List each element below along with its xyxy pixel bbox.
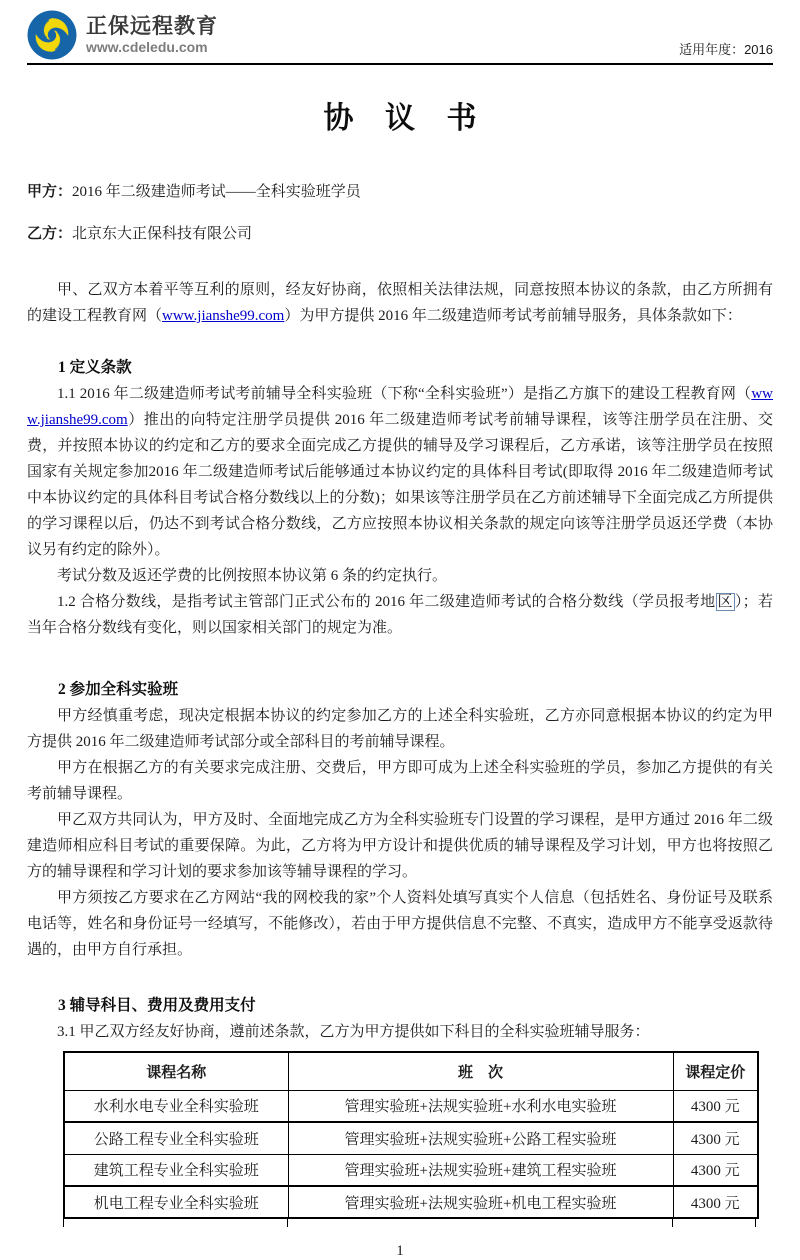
class-batch-cell: 管理实验班+法规实验班+公路工程实验班 [288, 1122, 673, 1154]
brand-text [86, 15, 218, 55]
party-a-label: 甲方： [27, 184, 73, 200]
applicable-year-label: 适用年度：2016 [679, 42, 773, 57]
section-1-heading: 1 定义条款 [58, 359, 132, 376]
col-header-class-batch: 班 次 [288, 1052, 673, 1090]
revision-boxed-char: 区 [717, 594, 733, 610]
brand-logo-icon [27, 10, 77, 60]
course-price-cell: 4300 元 [673, 1122, 758, 1154]
course-price-cell: 4300 元 [673, 1154, 758, 1186]
clause-score-refund: 考试分数及返还学费的比例按照本协议第 6 条的约定执行。 [57, 568, 448, 584]
party-b-line [27, 221, 773, 247]
course-price-cell: 4300 元 [673, 1186, 758, 1218]
course-price-cell: 4300 元 [673, 1090, 758, 1122]
party-a-line [27, 179, 773, 205]
jianshe99-link-2[interactable]: www.jianshe99.com [27, 386, 773, 428]
intro-text-pre: 甲、乙双方本着平等互利的原则，经友好协商，依照相关法律法规，同意按照本协议的条款，由乙方所拥有的建设工程教育网（ [27, 282, 773, 324]
jianshe99-link[interactable]: www.jianshe99.com [162, 308, 285, 324]
course-name-cell: 公路工程专业全科实验班 [64, 1122, 288, 1154]
clause-2-p2: 甲方在根据乙方的有关要求完成注册、交费后，甲方即可成为上述全科实验班的学员，参加乙方提供的有关考前辅导课程。 [27, 760, 773, 802]
brand-name: 正保远程教育 [86, 14, 218, 38]
class-batch-cell: 管理实验班+法规实验班+机电工程实验班 [288, 1186, 673, 1218]
course-table [63, 1051, 759, 1219]
clause-3-1: 3.1 甲乙双方经友好协商，遵前述条款，乙方为甲方提供如下科目的全科实验班辅导服务： [57, 1024, 650, 1040]
section-3-heading: 3 辅导科目、费用及费用支付 [58, 997, 256, 1014]
clause-1-1 [27, 381, 773, 563]
col-header-course-name: 课程名称 [64, 1052, 288, 1090]
party-b-label: 乙方： [27, 226, 73, 242]
intro-text-post: ）为甲方提供 2016 年二级建造师考试考前辅导服务，具体条款如下： [284, 308, 742, 324]
clause-1-1-pre: 1.1 2016 年二级建造师考试考前辅导全科实验班（下称“全科实验班”）是指乙方旗下的建设工程教育网（ [57, 386, 752, 402]
document-title: 协 议 书 [323, 102, 489, 135]
clause-1-1-post: ）推出的向特定注册学员提供 2016 年二级建造师考试考前辅导课程，该等注册学员在注册、交费，并按照本协议的约定和乙方的要求全面完成乙方提供的辅导及学习课程后，乙方承诺，该等注册学员在按照国家有关规定参加2016 年二级建造师考试后能够通过本协议约定的具体科目考试(即取得 2016 年二级建造师考试中本协议约定的具体科目考试合格分数线以上的分数)；如果该等注册学员在乙方前述辅导下全面完成乙方所提供的学习课程以后，仍达不到考试合格分数线，乙方应按照本协议相关条款的规定向该等注册学员返还学费（本协议另有约定的除外）。 [27, 412, 773, 558]
page-number: 1 [396, 1243, 404, 1259]
table-row [64, 1186, 758, 1218]
clause-2-p3: 甲乙双方共同认为，甲方及时、全面地完成乙方为全科实验班专门设置的学习课程，是甲方通过 2016 年二级建造师相应科目考试的重要保障。为此，乙方将为甲方设计和提供优质的辅导课程及学习计划，甲方也将按照乙方的辅导课程和学习计划的要求参加该等辅导课程的学习。 [27, 812, 773, 880]
brand-url: www.cdeledu.com [86, 39, 208, 56]
page-header [27, 10, 773, 65]
col-header-course-price: 课程定价 [673, 1052, 758, 1090]
section-2-heading: 2 参加全科实验班 [58, 681, 179, 698]
class-batch-cell: 管理实验班+法规实验班+建筑工程实验班 [288, 1154, 673, 1186]
clause-1-2 [27, 589, 773, 641]
clause-1-2-post: ）；若当年合格分数线有变化，则以国家相关部门的规定为准。 [27, 594, 773, 636]
clause-1-2-pre: 1.2 合格分数线，是指考试主管部门正式公布的 2016 年二级建造师考试的合格分数线（学员报考地 [57, 594, 716, 610]
clause-2-p4: 甲方须按乙方要求在乙方网站“我的网校我的家”个人资料处填写真实个人信息（包括姓名、身份证号及联系电话等，姓名和身份证号一经填写，不能修改），若由于甲方提供信息不完整、不真实，造成甲方不能享受返款待遇的，由甲方自行承担。 [27, 890, 773, 958]
course-name-cell: 机电工程专业全科实验班 [64, 1186, 288, 1218]
party-a-value: 2016 年二级建造师考试——全科实验班学员 [72, 184, 361, 200]
course-name-cell: 水利水电专业全科实验班 [64, 1090, 288, 1122]
parties-block [27, 179, 773, 247]
table-continuation-marks [63, 1219, 757, 1227]
class-batch-cell: 管理实验班+法规实验班+水利水电实验班 [288, 1090, 673, 1122]
party-b-value: 北京东大正保科技有限公司 [72, 226, 253, 242]
table-header-row [64, 1052, 758, 1090]
course-name-cell: 建筑工程专业全科实验班 [64, 1154, 288, 1186]
intro-paragraph [27, 277, 773, 329]
table-row [64, 1090, 758, 1122]
table-row [64, 1122, 758, 1154]
clause-2-p1: 甲方经慎重考虑，现决定根据本协议的约定参加乙方的上述全科实验班，乙方亦同意根据本协议的约定为甲方提供 2016 年二级建造师考试部分或全部科目的考前辅导课程。 [27, 708, 773, 750]
brand-block [27, 10, 218, 60]
table-row [64, 1154, 758, 1186]
